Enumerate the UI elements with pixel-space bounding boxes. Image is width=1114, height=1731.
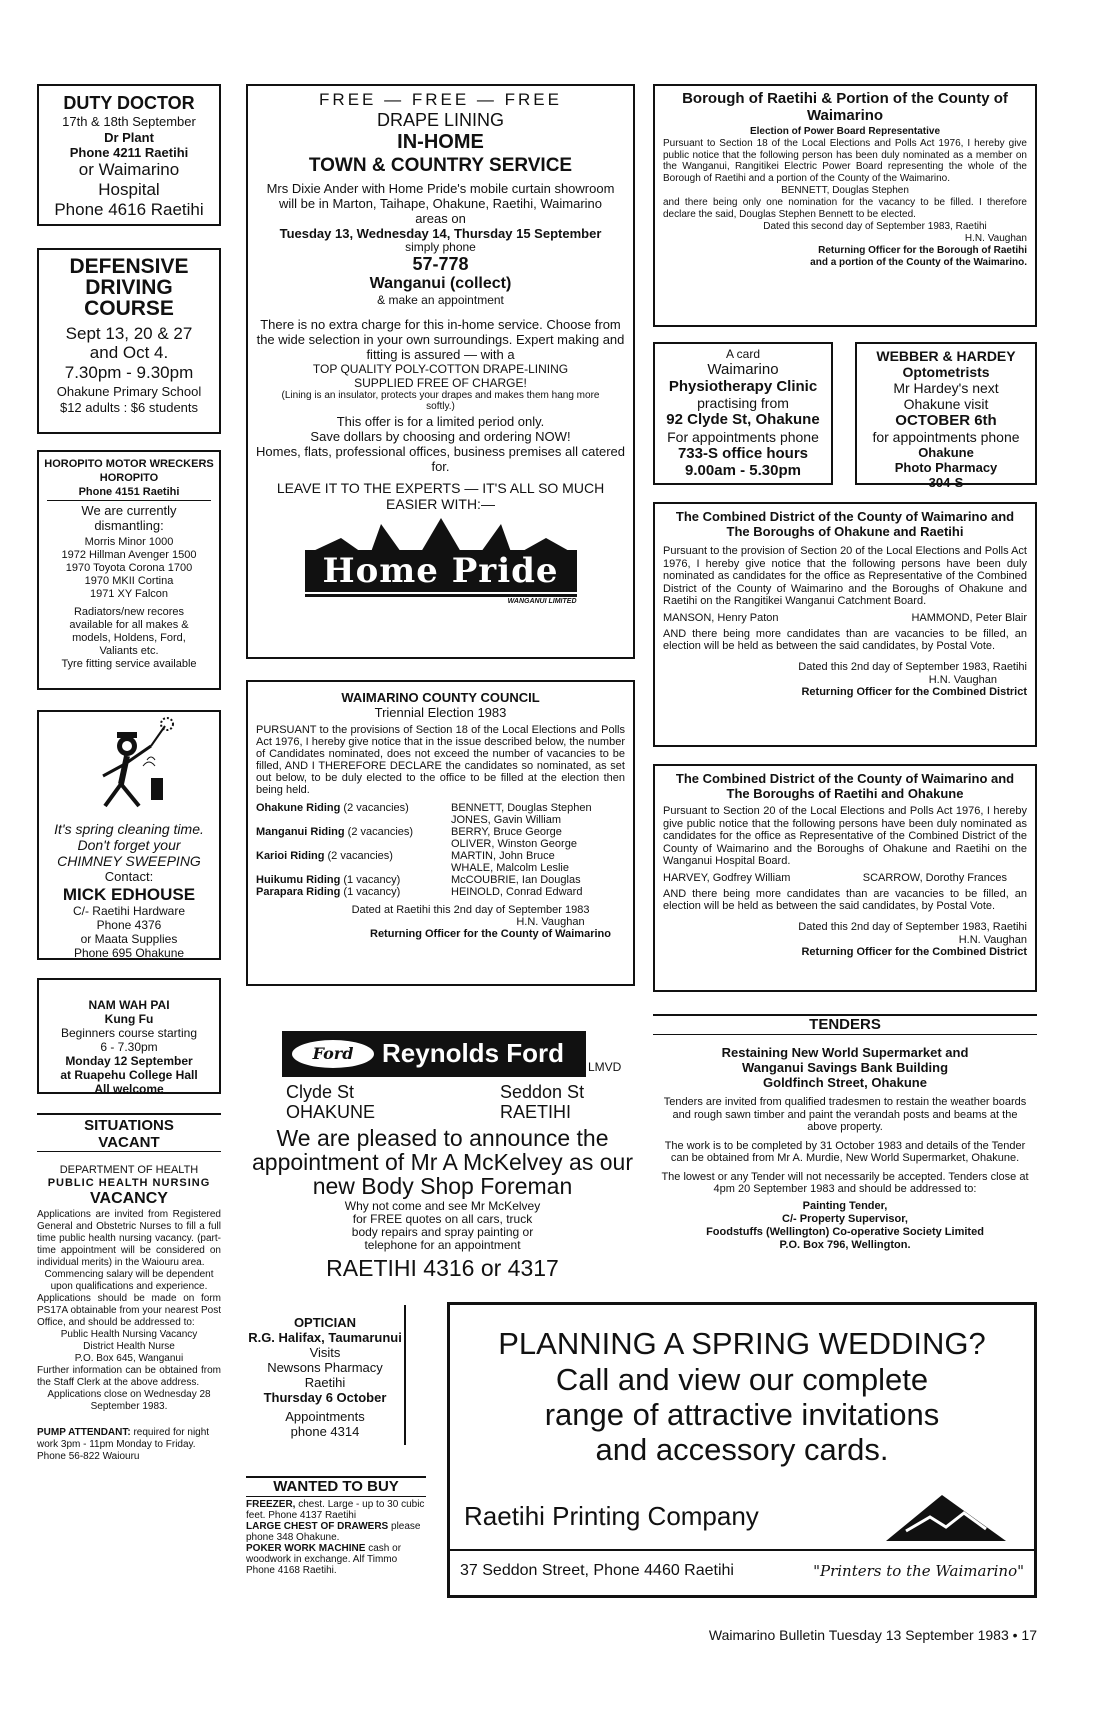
- riding-candidate: BENNETT, Douglas Stephen: [451, 802, 592, 814]
- optician-line-5: Appointments: [285, 1409, 365, 1424]
- riding-vacancies: (2 vacancies): [340, 802, 409, 814]
- wedding-line-2: Call and view our complete: [555, 1362, 929, 1397]
- riding-candidate: WHALE, Malcolm Leslie: [451, 862, 569, 874]
- ford-line-3: body repairs and spray painting or: [351, 1225, 534, 1239]
- situations-title-2: VACANT: [98, 1134, 160, 1151]
- combined1-candidate-2: HAMMOND, Peter Blair: [911, 611, 1027, 624]
- tenders-address-2: C/- Property Supervisor,: [782, 1212, 908, 1225]
- wanted-title: WANTED TO BUY: [273, 1478, 399, 1495]
- council-signer: H.N. Vaughan: [516, 916, 585, 928]
- kungfu-line-4: at Ruapehu College Hall: [60, 1068, 198, 1082]
- ford-phone: RAETIHI 4316 or 4317: [326, 1255, 559, 1281]
- council-title: WAIMARINO COUNTY COUNCIL: [341, 690, 540, 705]
- duty-doctor-hospital: Hospital: [98, 180, 160, 199]
- combined1-para-2: AND there being more candidates than are vacancies to be filled, an election will be held as between the said candidates, by Postal Vote.: [663, 627, 1027, 652]
- riding-row: [256, 886, 625, 898]
- wedding-address: 37 Seddon Street, Phone 4460 Raetihi: [460, 1562, 734, 1579]
- horopito-note-1: Radiators/new recores: [73, 606, 185, 618]
- combined2-role: Returning Officer for the Combined District: [801, 945, 1027, 958]
- physio-line-6: For appointments phone: [667, 429, 819, 445]
- borough-dated: Dated this second day of September 1983, Raetihi: [763, 221, 987, 232]
- home-pride-banner: Home Pride: [305, 550, 577, 592]
- defensive-title-2: DRIVING: [85, 276, 173, 299]
- combined1-title: The Combined District of the County of Waimarino and The Boroughs of Ohakune and Raetihi: [675, 509, 1015, 539]
- council-dated: Dated at Raetihi this 2nd day of September 1983: [351, 904, 590, 916]
- drapes-para-3: TOP QUALITY POLY-COTTON DRAPE-LINING: [312, 362, 569, 376]
- optician-title-2: R.G. Halifax, Taumarunui: [248, 1330, 402, 1345]
- riding-vacancies: (1 vacancy): [340, 874, 401, 886]
- combined1-dated: Dated this 2nd day of September 1983, Raetihi: [798, 660, 1027, 673]
- kungfu-line-5: All welcome: [94, 1082, 164, 1096]
- wanted-item-text: cash or woodwork in exchange. Alf Timmo Phone 4168 Raetihi.: [246, 1543, 402, 1576]
- combined1-role: Returning Officer for the Combined District: [801, 685, 1027, 698]
- horopito-note-2: available for all makes &: [69, 619, 189, 631]
- riding-row: [256, 850, 625, 874]
- drapes-dates: Tuesday 13, Wednesday 14, Thursday 15 September: [279, 226, 602, 241]
- drapes-free: FREE — FREE — FREE: [319, 90, 562, 109]
- chimney-line-1: It's spring cleaning time.: [54, 821, 204, 837]
- pump-attendant-ad: [37, 1427, 221, 1463]
- wedding-line-3: range of attractive invitations: [544, 1397, 940, 1432]
- borough-subtitle: Election of Power Board Representative: [749, 126, 941, 137]
- wanted-item-label: LARGE CHEST OF DRAWERS: [246, 1521, 389, 1532]
- drapes-para-1: Mrs Dixie Ander with Home Pride's mobile curtain showroom will be in Marton, Taihape, Ohakune, Raetihi, Waimarino areas on: [266, 181, 615, 226]
- wedding-slogan: "Printers to the Waimarino": [813, 1562, 1024, 1580]
- kungfu-title-2: Kung Fu: [104, 1012, 154, 1026]
- situations-address-1: Public Health Nursing Vacancy: [60, 1329, 198, 1340]
- duty-doctor-phone2: Phone 4616 Raetihi: [54, 200, 204, 219]
- horopito-car-4: 1970 MKII Cortina: [84, 575, 174, 587]
- ford-address-2a: Seddon St: [500, 1082, 585, 1102]
- situations-address-3: P.O. Box 645, Wanganui: [74, 1353, 184, 1364]
- horopito-title-1: HOROPITO MOTOR WRECKERS: [44, 458, 214, 470]
- optician-title-1: OPTICIAN: [293, 1315, 357, 1330]
- combined2-para-2: AND there being more candidates than are vacancies to be filled, an election will be held as between the said candidates, by Postal Vote.: [663, 887, 1027, 912]
- borough-role-1: Returning Officer for the Borough of Raetihi: [818, 245, 1027, 256]
- home-pride-logo: [271, 518, 611, 608]
- ford-address-1a: Clyde St: [286, 1082, 355, 1102]
- council-role: Returning Officer for the County of Waimarino: [370, 928, 611, 940]
- optician-line-6: phone 4314: [290, 1424, 360, 1439]
- situations-dept: DEPARTMENT OF HEALTH: [59, 1164, 199, 1176]
- situations-title-1: SITUATIONS: [84, 1117, 174, 1134]
- pump-attendant-text: required for night work 3pm - 11pm Monday to Friday. Phone 56-822 Waiouru: [37, 1427, 210, 1462]
- optician-line-3: Raetihi: [304, 1375, 346, 1390]
- horopito-car-3: 1970 Toyota Corona 1700: [65, 562, 193, 574]
- ford-line-4: telephone for an appointment: [364, 1238, 521, 1252]
- mountain-logo-icon: [886, 1491, 1006, 1541]
- drapes-collect: Wanganui (collect): [369, 275, 512, 292]
- chimney-contact-4: Phone 695 Ohakune: [73, 946, 185, 960]
- situations-para-3: Applications should be made on form PS17A obtainable from your nearest Post Office, and should be addressed to:: [37, 1293, 221, 1328]
- borough-para-2: and there being only one nomination for the vacancy to be filled. I therefore declare the said, Douglas Stephen Bennett to be elected.: [663, 197, 1027, 220]
- wanted-item-label: FREEZER,: [246, 1499, 296, 1510]
- riding-candidate: BERRY, Bruce George: [451, 826, 562, 838]
- tenders-para-1: Tenders are invited from qualified tradesmen to restain the weather boards and rough sawn timber and paint the verandah posts and beams at the above property.: [663, 1096, 1027, 1133]
- horopito-car-5: 1971 XY Falcon: [89, 588, 169, 600]
- horopito-title-2: HOROPITO: [99, 472, 159, 484]
- combined-district-hospital-notice: [653, 764, 1037, 992]
- tenders-address-1: Painting Tender,: [802, 1199, 888, 1212]
- riding-row: [256, 874, 625, 886]
- riding-name: Huikumu Riding: [256, 874, 341, 886]
- drapes-para-2: There is no extra charge for this in-home service. Choose from the wide selection in your own surroundings. Expert making and fitting is assured — with a: [256, 317, 625, 362]
- tenders-para-3: The lowest or any Tender will not necessarily be accepted. Tenders close at 4pm 20 September 1983 and should be addressed to:: [661, 1170, 1029, 1195]
- combined1-para-1: Pursuant to the provision of Section 20 of the Local Elections and Polls Act 1976, I hereby give notice that the following persons have been duly nominated as candidates for the office as Representative of the Combined District of the County of Waimarino and the Boroughs of Ohakune and Raetihi on the Rangitikei Wanganui Catchment Board.: [663, 545, 1027, 607]
- optician-line-4: Thursday 6 October: [263, 1390, 387, 1405]
- kung-fu-ad: [37, 978, 221, 1094]
- optician-line-2: Newsons Pharmacy: [267, 1360, 383, 1375]
- riding-candidate: MARTIN, John Bruce: [451, 850, 555, 862]
- ford-oval-badge: Ford: [290, 1038, 376, 1070]
- chimney-line-3: CHIMNEY SWEEPING: [57, 853, 201, 869]
- kungfu-line-2: 6 - 7.30pm: [100, 1040, 158, 1054]
- tenders-title-3: Goldfinch Street, Ohakune: [763, 1075, 927, 1090]
- situations-address-2: District Health Nurse: [83, 1341, 175, 1352]
- riding-vacancies: (2 vacancies): [344, 826, 414, 838]
- home-pride-sub: WANGANUI LIMITED: [305, 594, 577, 607]
- defensive-dates-1: Sept 13, 20 & 27: [65, 324, 193, 343]
- riding-name: Karioi Riding: [256, 850, 325, 862]
- chimney-sweep-ad: [37, 710, 221, 960]
- tenders-title-1: Restaining New World Supermarket and: [721, 1045, 969, 1060]
- chimney-contact-3: or Maata Supplies: [80, 932, 178, 946]
- borough-role-2: and a portion of the County of the Waimarino.: [810, 257, 1027, 268]
- wanted-item-label: POKER WORK MACHINE: [246, 1543, 366, 1554]
- defensive-price: $12 adults : $6 students: [59, 400, 199, 415]
- horopito-intro-1: We are currently: [81, 503, 177, 518]
- tenders-address-4: P.O. Box 796, Wellington.: [779, 1238, 911, 1251]
- ford-lmvd: LMVD: [588, 1060, 622, 1074]
- tenders-section: [653, 1014, 1037, 1252]
- physio-line-7: 733-S office hours: [677, 445, 809, 462]
- optometrists-line-6: for appointments phone: [872, 429, 1020, 445]
- physiotherapy-ad: [653, 342, 833, 485]
- combined1-candidates: [663, 611, 1027, 625]
- situations-para-5: Applications close on Wednesday 28 September 1983.: [47, 1389, 211, 1412]
- drape-lining-ad: [246, 84, 635, 659]
- combined-district-catchment-notice: [653, 502, 1037, 747]
- chimney-sweep-illustration: [69, 716, 189, 821]
- wedding-line-4: and accessory cards.: [595, 1432, 889, 1467]
- kungfu-title-1: NAM WAH PAI: [88, 998, 170, 1012]
- physio-line-8: 9.00am - 5.30pm: [685, 462, 801, 479]
- borough-signer: H.N. Vaughan: [964, 233, 1027, 244]
- drapes-para-8: Homes, flats, professional offices, business premises all catered for.: [256, 444, 625, 474]
- situations-vacant-section: [37, 1113, 221, 1463]
- optometrists-line-7: Ohakune: [918, 445, 974, 460]
- wanted-item-text: please phone 348 Ohakune.: [246, 1521, 421, 1543]
- combined2-signer: H.N. Vaughan: [958, 933, 1027, 946]
- riding-candidate: JONES, Gavin William: [451, 814, 562, 826]
- horopito-car-2: 1972 Hillman Avenger 1500: [61, 549, 197, 561]
- borough-para-1: Pursuant to Section 18 of the Local Elections and Polls Act 1976, I hereby give public notice that the following person has been duly nominated as a member on the Wanganui, Rangitikei Electric Power Board representing the whole of the Borough of Raetihi and a portion of the County of the Waimarino.: [663, 138, 1027, 184]
- wanted-to-buy-section: [246, 1476, 426, 1576]
- drapes-phone: 57-778: [412, 254, 469, 274]
- ford-headline: We are pleased to announce the appointment of Mr A McKelvey as our new Body Shop Foreman: [252, 1125, 633, 1199]
- horopito-note-3: models, Holdens, Ford,: [72, 632, 186, 644]
- tenders-title-2: Wanganui Savings Bank Building: [741, 1060, 949, 1075]
- borough-title: Borough of Raetihi & Portion of the County of Waimarino: [682, 90, 1008, 124]
- situations-heading-2: VACANCY: [90, 1190, 168, 1207]
- drapes-appointment: & make an appointment: [377, 293, 504, 307]
- drapes-title-3: TOWN & COUNTRY SERVICE: [308, 155, 573, 176]
- drapes-para-6: This offer is for a limited period only.: [336, 414, 545, 429]
- drapes-simply: simply phone: [405, 240, 476, 254]
- riding-candidate: McCOUBRIE, Ian Douglas: [451, 874, 581, 886]
- riding-name: Ohakune Riding: [256, 802, 341, 814]
- defensive-dates-2: and Oct 4.: [89, 343, 169, 362]
- kungfu-line-3: Monday 12 September: [65, 1054, 193, 1068]
- drapes-title-1: DRAPE LINING: [376, 110, 505, 130]
- wedding-company: Raetihi Printing Company: [464, 1501, 759, 1531]
- borough-power-board-notice: [653, 84, 1037, 327]
- drapes-para-5: (Lining is an insulator, protects your drapes and makes them hang more softly.): [281, 390, 600, 412]
- situations-heading-1: PUBLIC HEALTH NURSING: [47, 1177, 211, 1189]
- chimney-contact-label: Contact:: [104, 869, 154, 884]
- physio-line-2: Waimarino: [707, 361, 779, 378]
- optometrists-line-3: Mr Hardey's next: [893, 380, 999, 396]
- ford-dealer-name: Reynolds Ford: [382, 1038, 565, 1068]
- defensive-time: 7.30pm - 9.30pm: [64, 363, 194, 382]
- home-pride-rays: [271, 518, 611, 552]
- chimney-contact-2: Phone 4376: [96, 918, 162, 932]
- horopito-ad: [37, 450, 221, 690]
- pump-attendant-label: PUMP ATTENDANT:: [37, 1427, 131, 1438]
- ford-line-1: Why not come and see Mr McKelvey: [344, 1199, 541, 1213]
- tenders-heading: TENDERS: [809, 1016, 881, 1033]
- situations-para-1: Applications are invited from Registered General and Obstetric Nurses to fill a full time public health nursing vacancy. (part-time appointment will be considered on individual merits) in the Waiouru area.: [37, 1209, 221, 1268]
- ford-line-2: for FREE quotes on all cars, truck: [352, 1212, 533, 1226]
- physio-line-4: practising from: [697, 395, 789, 411]
- optometrists-ad: [855, 342, 1037, 490]
- riding-name: Manganui Riding: [256, 826, 345, 838]
- ford-address-1b: OHAKUNE: [286, 1102, 376, 1122]
- chimney-contact-1: C/- Raetihi Hardware: [72, 904, 186, 918]
- defensive-driving-ad: [37, 248, 221, 434]
- spring-wedding-ad: [447, 1302, 1037, 1598]
- combined2-candidate-1: HARVEY, Godfrey William: [663, 871, 791, 884]
- situations-para-2: Commencing salary will be dependent upon qualifications and experience.: [44, 1269, 214, 1292]
- drapes-para-4: SUPPLIED FREE OF CHARGE!: [354, 376, 527, 390]
- drapes-title-2: IN-HOME: [397, 131, 484, 153]
- optician-ad: [246, 1305, 406, 1445]
- horopito-note-5: Tyre fitting service available: [61, 658, 197, 670]
- physio-line-5: 92 Clyde St, Ohakune: [666, 411, 820, 428]
- drapes-para-7: Save dollars by choosing and ordering NOW!: [310, 429, 571, 444]
- situations-para-4: Further information can be obtained from the Staff Clerk at the above address.: [37, 1365, 221, 1388]
- combined1-candidate-1: MANSON, Henry Paton: [663, 611, 779, 624]
- defensive-place: Ohakune Primary School: [56, 384, 202, 399]
- optometrists-line-4: Ohakune visit: [903, 396, 989, 412]
- chimney-contact-name: MICK EDHOUSE: [62, 885, 196, 904]
- duty-doctor-ad: [37, 84, 221, 226]
- combined2-title: The Combined District of the County of Waimarino and The Boroughs of Raetihi and Ohakune: [675, 771, 1015, 801]
- duty-doctor-title: DUTY DOCTOR: [63, 93, 195, 113]
- duty-doctor-phone1: Phone 4211 Raetihi: [69, 145, 189, 160]
- duty-doctor-dates: 17th & 18th September: [62, 114, 196, 129]
- optometrists-line-5: OCTOBER 6th: [895, 412, 997, 429]
- horopito-phone: Phone 4151 Raetihi: [78, 486, 180, 498]
- council-ridings: [256, 802, 625, 898]
- physio-line-1: A card: [725, 347, 761, 361]
- council-subtitle: Triennial Election 1983: [374, 705, 507, 720]
- borough-name: BENNETT, Douglas Stephen: [781, 185, 909, 196]
- physio-line-3: Physiotherapy Clinic: [668, 378, 818, 395]
- reynolds-ford-ad: [250, 1016, 635, 1286]
- horopito-intro-2: dismantling:: [94, 518, 164, 533]
- riding-vacancies: (2 vacancies): [324, 850, 393, 862]
- defensive-title-3: COURSE: [84, 297, 174, 320]
- page-footer: Waimarino Bulletin Tuesday 13 September 1983 • 17: [708, 1627, 1037, 1643]
- riding-vacancies: (1 vacancy): [340, 886, 401, 898]
- wedding-line-1: PLANNING A SPRING WEDDING?: [498, 1326, 986, 1361]
- optometrists-line-8: Photo Pharmacy: [894, 460, 998, 475]
- riding-candidate: HEINOLD, Conrad Edward: [451, 886, 583, 898]
- combined2-dated: Dated this 2nd day of September 1983, Raetihi: [798, 920, 1027, 933]
- wanted-item-freezer: [246, 1499, 426, 1521]
- optometrists-line-1: WEBBER & HARDEY: [876, 348, 1016, 364]
- duty-doctor-name: Dr Plant: [104, 130, 154, 145]
- riding-name: Parapara Riding: [256, 886, 341, 898]
- kungfu-line-1: Beginners course starting: [60, 1026, 198, 1040]
- county-council-notice: [246, 680, 635, 986]
- wanted-item-poker: [246, 1543, 426, 1576]
- combined2-para-1: Pursuant to Section 20 of the Local Elections and Polls Act 1976, I hereby give public notice that the following persons have been duly nominated as candidates for the office as Representative of the Combined District of the County of Waimarino and the Boroughs of Ohakune and Raetihi on the Wanganui Hospital Board.: [663, 805, 1027, 867]
- defensive-title-1: DEFENSIVE: [69, 255, 189, 278]
- riding-row: [256, 826, 625, 850]
- tenders-para-2: The work is to be completed by 31 October 1983 and details of the Tender can be obtained from Mr A. Murdie, New World Supermarket, Ohakune.: [664, 1139, 1026, 1164]
- combined2-candidates: [663, 871, 1007, 885]
- riding-candidate: OLIVER, Winston George: [451, 838, 577, 850]
- optometrists-line-2: Optometrists: [902, 364, 990, 380]
- chimney-line-2: Don't forget your: [77, 837, 181, 853]
- riding-row: [256, 802, 625, 826]
- council-para: PURSUANT to the provisions of Section 18 of the Local Elections and Polls Act 1976, I hereby give notice that in the issue described below, the number of Candidates nominated, does not exceed the number of vacancies to be filled, AND I THEREFORE DECLARE the candidates so nominated, as set out below, to be duly elected to the office to be filled at the election then being held.: [256, 724, 625, 796]
- wanted-item-text: chest. Large - up to 30 cubic feet. Phone 4137 Raetihi: [246, 1499, 425, 1521]
- ford-address-2b: RAETIHI: [500, 1102, 572, 1122]
- drapes-para-9: LEAVE IT TO THE EXPERTS — IT'S ALL SO MUCH EASIER WITH:—: [276, 480, 605, 512]
- horopito-car-1: Morris Minor 1000: [84, 536, 174, 548]
- duty-doctor-or: or Waimarino: [78, 160, 180, 179]
- combined1-signer: H.N. Vaughan: [928, 673, 997, 686]
- tenders-address-3: Foodstuffs (Wellington) Co-operative Society Limited: [706, 1225, 984, 1238]
- combined2-candidate-2: SCARROW, Dorothy Frances: [862, 871, 1007, 884]
- optician-line-1: Visits: [309, 1345, 341, 1360]
- horopito-note-4: Valiants etc.: [99, 645, 159, 657]
- wanted-item-drawers: [246, 1521, 426, 1543]
- optometrists-line-9: 304-S: [928, 475, 964, 490]
